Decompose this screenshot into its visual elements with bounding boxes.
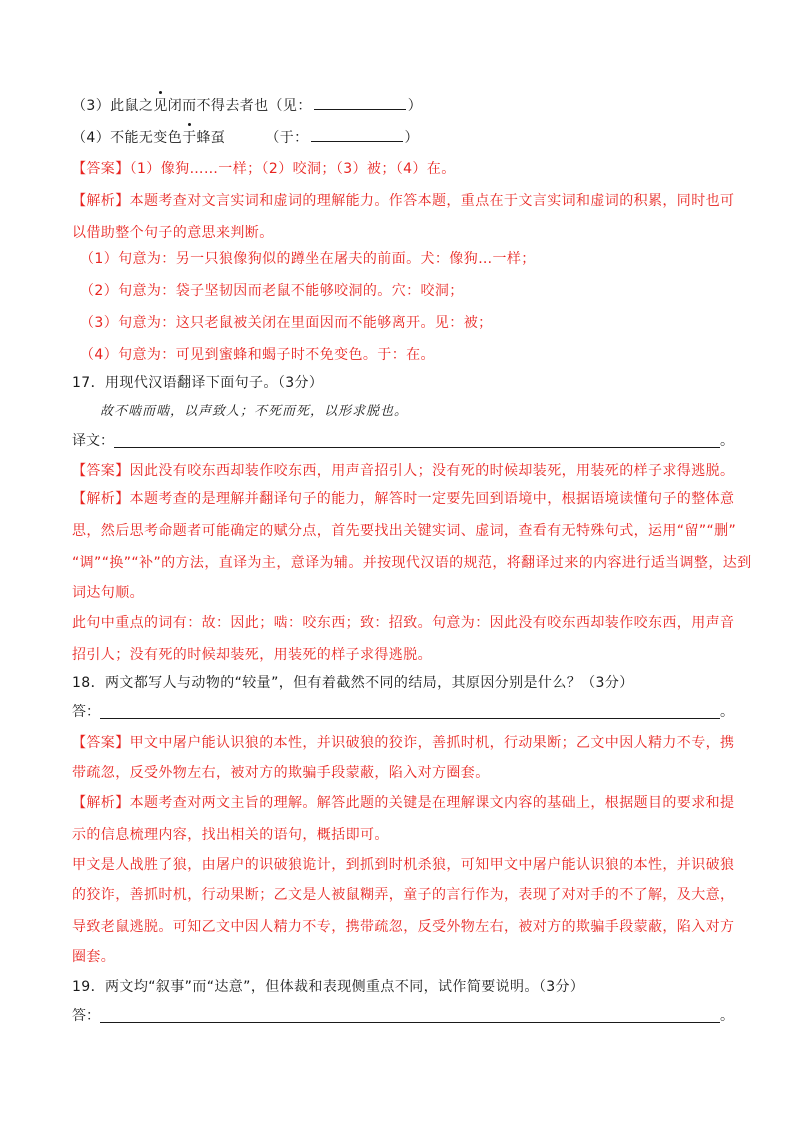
- q17-answer: 【答案】因此没有咬东西却装作咬东西，用声音招引人；没有死的时候却装死，用装死的样子求得逃脱。: [72, 463, 735, 479]
- q16-note-3: （3）句意为：这只老鼠被关闭在里面因而不能够离开。见：被；: [80, 315, 493, 331]
- q17-analysis-line: 此句中重点的词有：故：因此；啮：咬东西；致：招致。句意为：因此没有咬东西却装作咬东西，用声音: [72, 615, 735, 631]
- q17-analysis-line: 招引人；没有死的时候却装死，用装死的样子求得逃脱。: [72, 647, 432, 663]
- emphasis-dot-char: 见: [153, 98, 168, 114]
- q16-answer: 【答案】（1）像狗……一样；（2）咬洞；（3）被；（4）在。: [72, 161, 456, 177]
- answer-line[interactable]: [114, 447, 720, 448]
- q19-question: 19．两文均“叙事”而“达意”，但体裁和表现侧重点不同，试作简要说明。（3分）: [72, 979, 585, 995]
- q16-analysis-line: 以借助整个句子的意思来判断。: [72, 225, 274, 241]
- q16-note-1: （1）句意为：另一只狼像狗似的蹲坐在屠夫的前面。犬：像狗…一样；: [80, 251, 536, 267]
- answer-line[interactable]: [100, 718, 720, 719]
- q17-analysis-line: “调”“换”“补”的方法，直译为主，意译为辅。并按现代汉语的规范，将翻译过来的内容进行适当调整，达到: [72, 555, 752, 571]
- q18-analysis-line: 【解析】本题考查对两文主旨的理解。解答此题的关键是在理解课文内容的基础上，根据题目的要求和提: [72, 795, 735, 811]
- q17-answer-label: 译文：: [72, 433, 114, 449]
- q16-note-2: （2）句意为：袋子坚韧因而老鼠不能够咬洞的。穴：咬洞；: [80, 283, 464, 299]
- q16-analysis-line: 【解析】本题考查对文言实词和虚词的理解能力。作答本题，重点在于文言实词和虚词的积累，同时也可: [72, 193, 735, 209]
- q17-quote: 故不啮而啮，以声致人；不死而死，以形求脱也。: [100, 404, 409, 419]
- emphasis-dot-char: 于: [182, 130, 197, 146]
- fill-blank[interactable]: [314, 95, 406, 110]
- q18-answer-line: 【答案】甲文中屠户能认识狼的本性，并识破狼的狡诈，善抓时机，行动果断；乙文中因人精力不专，携: [72, 735, 735, 751]
- fill-blank[interactable]: [311, 127, 403, 142]
- q18-analysis-line: 的狡诈，善抓时机，行动果断；乙文是人被鼠糊弄，童子的言行作为，表现了对对手的不了解，及大意，: [72, 887, 735, 903]
- q17-analysis-line: 思，然后思考命题者可能确定的赋分点，首先要找出关键实词、虚词，查看有无特殊句式，运用“留”“删”: [72, 523, 737, 539]
- q18-question: 18．两文都写人与动物的“较量”，但有着截然不同的结局，其原因分别是什么？（3分）: [72, 675, 634, 691]
- q17-analysis-line: 词达句顺。: [72, 585, 144, 601]
- answer-line[interactable]: [100, 1022, 720, 1023]
- q17-answer-field[interactable]: 译文： 。: [72, 433, 734, 449]
- q18-analysis-line: 示的信息梳理内容，找出相关的语句，概括即可。: [72, 827, 389, 843]
- q18-answer-label: 答：: [72, 704, 100, 720]
- q18-answer-line: 带疏忽，反受外物左右，被对方的欺骗手段蒙蔽，陷入对方圈套。: [72, 765, 490, 781]
- q17-question: 17．用现代汉语翻译下面句子。（3分）: [72, 375, 324, 391]
- q16-item-4: （4）不能无变色于蜂虿 （于： ）: [72, 127, 419, 148]
- q19-answer-label: 答：: [72, 1008, 100, 1024]
- q16-item-3: （3）此鼠之见闭而不得去者也（见： ）: [72, 95, 422, 116]
- q18-analysis-line: 甲文是人战胜了狼，由屠户的识破狼诡计，到抓到时机杀狼，可知甲文中屠户能认识狼的本性，并识破狼: [72, 857, 735, 873]
- q17-analysis-line: 【解析】本题考查的是理解并翻译句子的能力，解答时一定要先回到语境中，根据语境读懂句子的整体意: [72, 491, 735, 507]
- q19-answer-field[interactable]: 答： 。: [72, 1008, 734, 1024]
- q18-analysis-line: 圈套。: [72, 949, 116, 965]
- q18-analysis-line: 导致老鼠逃脱。可知乙文中因人精力不专，携带疏忽，反受外物左右，被对方的欺骗手段蒙蔽，陷入对方: [72, 919, 735, 935]
- q16-note-4: （4）句意为：可见到蜜蜂和蝎子时不免变色。于：在。: [80, 347, 435, 363]
- q18-answer-field[interactable]: 答： 。: [72, 704, 734, 720]
